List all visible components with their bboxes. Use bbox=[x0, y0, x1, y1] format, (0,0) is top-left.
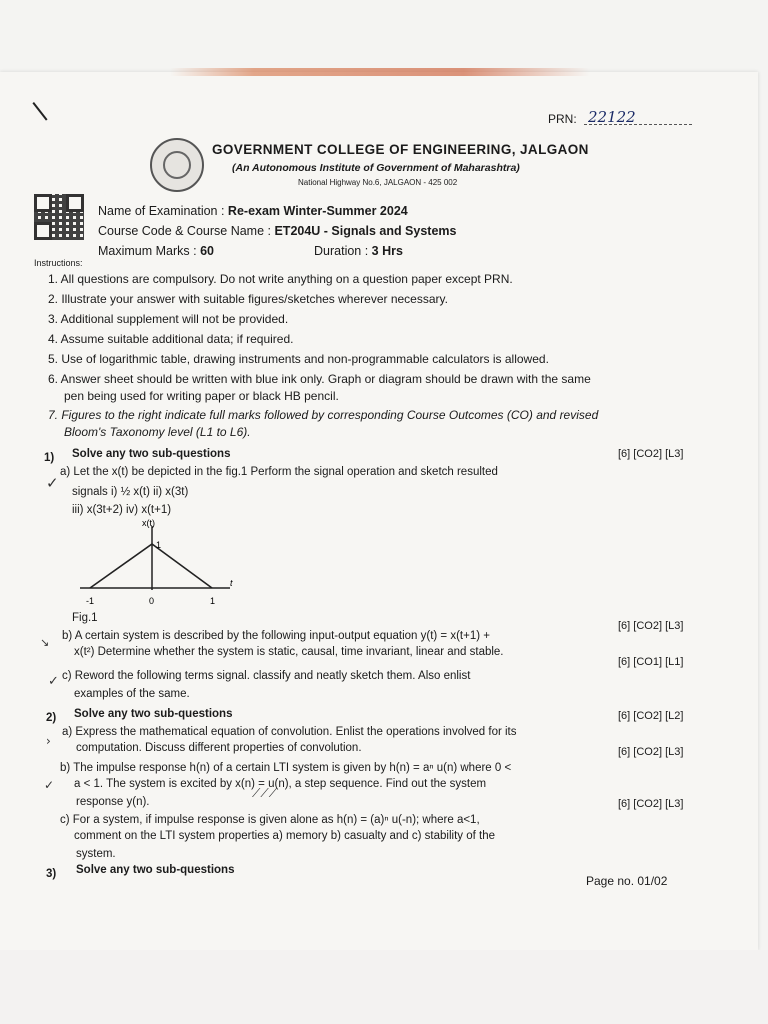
figure-1-graph bbox=[72, 514, 242, 614]
q1a-text-2: signals i) ½ x(t) ii) x(3t) bbox=[72, 486, 189, 498]
q2c-marks: [6] [CO2] [L3] bbox=[618, 798, 684, 810]
figure-caption: Fig.1 bbox=[72, 612, 98, 624]
handwritten-tick-icon: ✓ bbox=[46, 474, 59, 492]
prn-value: 22122 bbox=[588, 108, 636, 126]
figure-xtick: -1 bbox=[86, 596, 95, 606]
duration-row bbox=[314, 244, 403, 258]
q2c-text-3: system. bbox=[76, 848, 116, 860]
paper-edge-stain bbox=[170, 68, 590, 76]
instruction-item: Bloom's Taxonomy level (L1 to L6). bbox=[64, 425, 251, 439]
exam-name-value: Re-exam Winter-Summer 2024 bbox=[227, 204, 408, 218]
q1a-marks: [6] [CO2] [L3] bbox=[618, 448, 684, 460]
duration-value: 3 Hrs bbox=[371, 244, 403, 258]
q1b-text: b) A certain system is described by the following input-output equation y(t) = x(t+1) + bbox=[62, 630, 490, 642]
q2a-text-2: computation. Discuss different properties of convolution. bbox=[76, 742, 362, 754]
instructions-label: Instructions: bbox=[34, 258, 83, 268]
question-3-number: 3) bbox=[46, 868, 57, 880]
figure-xtick: 1 bbox=[210, 596, 216, 606]
question-3-title: Solve any two sub-questions bbox=[76, 864, 235, 876]
question-2-title: Solve any two sub-questions bbox=[74, 708, 233, 720]
instruction-item: 6. Answer sheet should be written with blue ink only. Graph or diagram should be drawn with the same bbox=[48, 372, 591, 386]
q2b-text-2: a < 1. The system is excited by x(n) = u(n), a step sequence. Find out the system bbox=[74, 778, 487, 790]
instruction-item: 4. Assume suitable additional data; if required. bbox=[48, 332, 294, 346]
course-row bbox=[98, 224, 456, 238]
q1b-marks: [6] [CO2] [L3] bbox=[618, 620, 684, 632]
q1c-text-2: examples of the same. bbox=[74, 688, 190, 700]
q2c-text: c) For a system, if impulse response is given alone as h(n) = (a)ⁿ u(-n); where a<1, bbox=[60, 814, 480, 826]
question-1-number: 1) bbox=[44, 452, 55, 464]
max-marks-row bbox=[98, 244, 214, 258]
max-marks-label: Maximum Marks : bbox=[98, 244, 201, 258]
handwritten-mark-icon: › bbox=[46, 734, 51, 748]
q1c-text: c) Reword the following terms signal. classify and neatly sketch them. Also enlist bbox=[62, 670, 471, 682]
q2b-text: b) The impulse response h(n) of a certain LTI system is given by h(n) = aⁿ u(n) where 0 < bbox=[60, 762, 512, 774]
triangle-signal bbox=[90, 544, 212, 588]
q2a-marks: [6] [CO2] [L2] bbox=[618, 710, 684, 722]
q1a-text-3: iii) x(3t+2) iv) x(t+1) bbox=[72, 504, 172, 516]
q1a-text: a) Let the x(t) be depicted in the fig.1 Perform the signal operation and sketch resulted bbox=[60, 466, 498, 478]
figure-t-label: t bbox=[230, 578, 233, 588]
instruction-item: 3. Additional supplement will not be provided. bbox=[48, 312, 289, 326]
question-1-title: Solve any two sub-questions bbox=[72, 448, 231, 460]
handwritten-mark-icon: ↘ bbox=[40, 636, 50, 649]
figure-ylabel: x(t) bbox=[142, 518, 155, 528]
prn-underline bbox=[584, 124, 692, 125]
q2c-text-2: comment on the LTI system properties a) memory b) casualty and c) stability of the bbox=[74, 830, 495, 842]
q1b-text-2: x(t²) Determine whether the system is static, causal, time invariant, linear and stable. bbox=[74, 646, 504, 658]
instruction-item: pen being used for writing paper or black HB pencil. bbox=[64, 389, 339, 403]
q2a-text: a) Express the mathematical equation of convolution. Enlist the operations involved for its bbox=[62, 726, 517, 738]
prn-label: PRN: bbox=[548, 112, 577, 126]
exam-name-label: Name of Examination : bbox=[98, 204, 228, 218]
course-value: ET204U - Signals and Systems bbox=[274, 224, 457, 238]
instruction-item: 7. Figures to the right indicate full marks followed by corresponding Course Outcomes (CO) and revised bbox=[48, 408, 599, 422]
college-logo-icon bbox=[150, 138, 204, 192]
college-address: National Highway No.6, JALGAON - 425 002 bbox=[298, 178, 458, 187]
q2b-text-3: response y(n). bbox=[76, 796, 150, 808]
q2b-marks: [6] [CO2] [L3] bbox=[618, 746, 684, 758]
handwritten-scribble-icon: ⟋⟋⟋ bbox=[252, 786, 278, 800]
page-number: Page no. 01/02 bbox=[586, 874, 668, 888]
background-surface bbox=[0, 950, 768, 1024]
college-subtitle: (An Autonomous Institute of Government of Maharashtra) bbox=[232, 162, 520, 174]
question-2-number: 2) bbox=[46, 712, 57, 724]
max-marks-value: 60 bbox=[200, 244, 214, 258]
duration-label: Duration : bbox=[314, 244, 372, 258]
instruction-item: 5. Use of logarithmic table, drawing instruments and non-programmable calculators is allowed. bbox=[48, 352, 549, 366]
figure-peak-label: 1 bbox=[156, 540, 162, 550]
q1c-marks: [6] [CO1] [L1] bbox=[618, 656, 684, 668]
course-label: Course Code & Course Name : bbox=[98, 224, 275, 238]
instruction-item: 1. All questions are compulsory. Do not write anything on a question paper except PRN. bbox=[48, 272, 513, 286]
college-name: GOVERNMENT COLLEGE OF ENGINEERING, JALGAON bbox=[212, 142, 589, 157]
qr-code-icon bbox=[34, 194, 84, 240]
instruction-item: 2. Illustrate your answer with suitable figures/sketches wherever necessary. bbox=[48, 292, 448, 306]
handwritten-mark-icon: ✓ bbox=[44, 778, 55, 792]
handwritten-circle-icon: ✓ bbox=[48, 674, 59, 689]
exam-name-row bbox=[98, 204, 408, 218]
figure-xtick: 0 bbox=[149, 596, 155, 606]
